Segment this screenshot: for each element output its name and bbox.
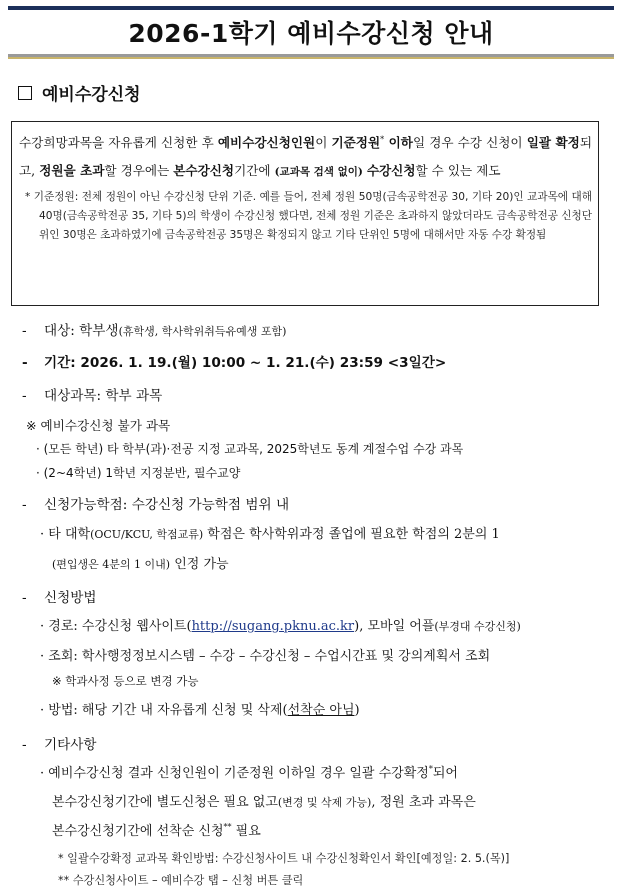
etc-paragraph-line3 <box>52 820 261 839</box>
intro-text: 이 <box>315 135 332 151</box>
etc-text: 기타사항 <box>44 737 97 753</box>
footnote-mark: * <box>428 764 433 774</box>
checkbox-square-icon <box>18 86 32 100</box>
method-route <box>40 615 521 634</box>
title-gold-rule <box>8 57 614 59</box>
courses-text: 대상과목: 학부 과목 <box>44 388 163 404</box>
intro-text: 신청이 <box>486 135 527 151</box>
intro-paragraph <box>19 126 592 186</box>
period-text: 기간: 2026. 1. 19.(월) 10:00 ~ 1. 21.(수) 23:59 <3일간> <box>44 355 447 371</box>
intro-text: 할 경우에는 <box>104 163 174 179</box>
etc-paragraph-line1 <box>40 762 458 781</box>
method-how-underlined: 선착순 아님 <box>287 703 355 718</box>
intro-text-bold: 예비수강신청인원 <box>217 135 316 151</box>
method-route-text: · 경로: 수강신청 웹사이트( <box>40 619 192 634</box>
credits-item-text: 인정 가능 <box>170 557 229 572</box>
top-navy-rule <box>8 6 614 10</box>
etc-text: 되어 <box>432 766 458 781</box>
intro-text: 되고, <box>19 135 592 179</box>
intro-text-bold: 이하 <box>384 135 413 151</box>
etc-paragraph-line2 <box>52 791 476 810</box>
footnote-1: * 일괄수강확정 교과목 확인방법: 수강신청사이트 내 수강신청확인서 확인[예정일: 2. 5.(목)] <box>58 852 510 865</box>
credits-text: 신청가능학점: 수강신청 가능학점 범위 내 <box>44 497 290 513</box>
etc-text: 필요 <box>231 824 261 839</box>
credits-other-univ-cont <box>52 553 229 572</box>
dash-bullet: - <box>22 737 27 753</box>
intro-text-bold: 기준정원 <box>331 135 381 151</box>
intro-footnote: * 기준정원: 전체 정원이 아닌 수강신청 단위 기준. 예를 들어, 전체 정원 50명(금속공학전공 30, 기타 20)인 교과목에 대해 40명(금속공학전공 35, 기타 5)의 학생이 수강신청 했다면, 전체 정원 기준은 초과하지 않았더라도 금속공학전공 신청단위인 30명은 초과하였기에 금속공학전공 35명은 확정되지 않고 기타 단위인 5명에 대해서만 자동 수강 확정됨 <box>25 191 593 242</box>
target-line <box>22 319 286 339</box>
etc-line <box>22 733 97 753</box>
method-lookup-note: ※ 학과사정 등으로 변경 가능 <box>52 674 199 688</box>
method-route-note: (부경대 수강신청) <box>434 620 521 633</box>
unavailable-item: · (2~4학년) 1학년 지정분반, 필수교양 <box>36 466 241 480</box>
intro-text: 수강희망과목을 자유롭게 신청한 후 <box>19 135 218 151</box>
method-line <box>22 586 97 606</box>
footnote-mark: * <box>380 135 385 144</box>
method-how <box>40 699 360 718</box>
method-lookup: · 조회: 학사행정정보시스템 – 수강 – 수강신청 – 수업시간표 및 강의계획서 조회 <box>40 649 491 664</box>
intro-text-small: (교과목 검색 없이) <box>274 166 363 179</box>
etc-note: (변경 및 삭제 가능) <box>277 796 372 809</box>
method-route-text: ), 모바일 어플 <box>354 619 435 634</box>
target-note: (휴학생, 학사학위취득유예생 포함) <box>118 325 287 338</box>
credits-line <box>22 493 289 513</box>
method-how-text: · 방법: 해당 기간 내 자유롭게 신청 및 삭제( <box>40 703 288 718</box>
etc-text: · 예비수강신청 결과 신청인원이 기준정원 이하일 경우 일괄 수강확정 <box>40 766 429 781</box>
intro-text-bold: 수강신청 <box>366 163 416 179</box>
dash-bullet: - <box>22 323 27 339</box>
credits-other-univ <box>40 523 500 542</box>
period-line <box>22 351 446 371</box>
section-heading-label: 예비수강신청 <box>42 85 141 105</box>
sugang-site-link[interactable]: http://sugang.pknu.ac.kr <box>191 619 355 634</box>
method-text: 신청방법 <box>44 590 97 606</box>
method-how-text: ) <box>354 703 360 718</box>
dash-bullet: - <box>22 388 27 404</box>
dash-bullet: - <box>22 355 28 371</box>
section-heading <box>18 80 141 105</box>
intro-text-bold: 본수강신청 <box>173 163 235 179</box>
intro-text: 기간에 <box>234 163 275 179</box>
credits-item-text: 학점은 학사학위과정 졸업에 필요한 학점의 2분의 1 <box>203 527 500 542</box>
credits-item-note: (OCU/KCU, 학점교류) <box>90 528 204 541</box>
credits-item-note: (편입생은 4분의 1 이내) <box>52 558 171 571</box>
etc-text: 본수강신청기간에 선착순 신청 <box>52 824 224 839</box>
intro-box <box>11 121 599 306</box>
courses-line <box>22 384 162 404</box>
unavailable-item: · (모든 학년) 타 학부(과)·전공 지정 교과목, 2025학년도 동계 계절수업 수강 과목 <box>36 442 464 456</box>
unavailable-heading: ※ 예비수강신청 불가 과목 <box>26 418 171 433</box>
target-text: 대상: 학부생 <box>44 323 119 339</box>
footnote-mark: ** <box>223 822 232 832</box>
intro-text-bold: 일괄 확정 <box>526 135 580 151</box>
intro-text-bold: 정원을 초과 <box>39 163 105 179</box>
etc-text: 본수강신청기간에 별도신청은 필요 없고 <box>52 795 278 810</box>
intro-text: 일 경우 수강 <box>412 135 482 151</box>
dash-bullet: - <box>22 497 27 513</box>
credits-item-text: · 타 대학 <box>40 527 91 542</box>
intro-text: 할 수 있는 제도 <box>415 163 501 179</box>
etc-text: , 정원 초과 과목은 <box>371 795 476 810</box>
footnote-2: ** 수강신청사이트 – 예비수강 탭 – 신청 버튼 클릭 <box>58 874 304 887</box>
page-title: 2026-1학기 예비수강신청 안내 <box>128 19 494 48</box>
dash-bullet: - <box>22 590 27 606</box>
